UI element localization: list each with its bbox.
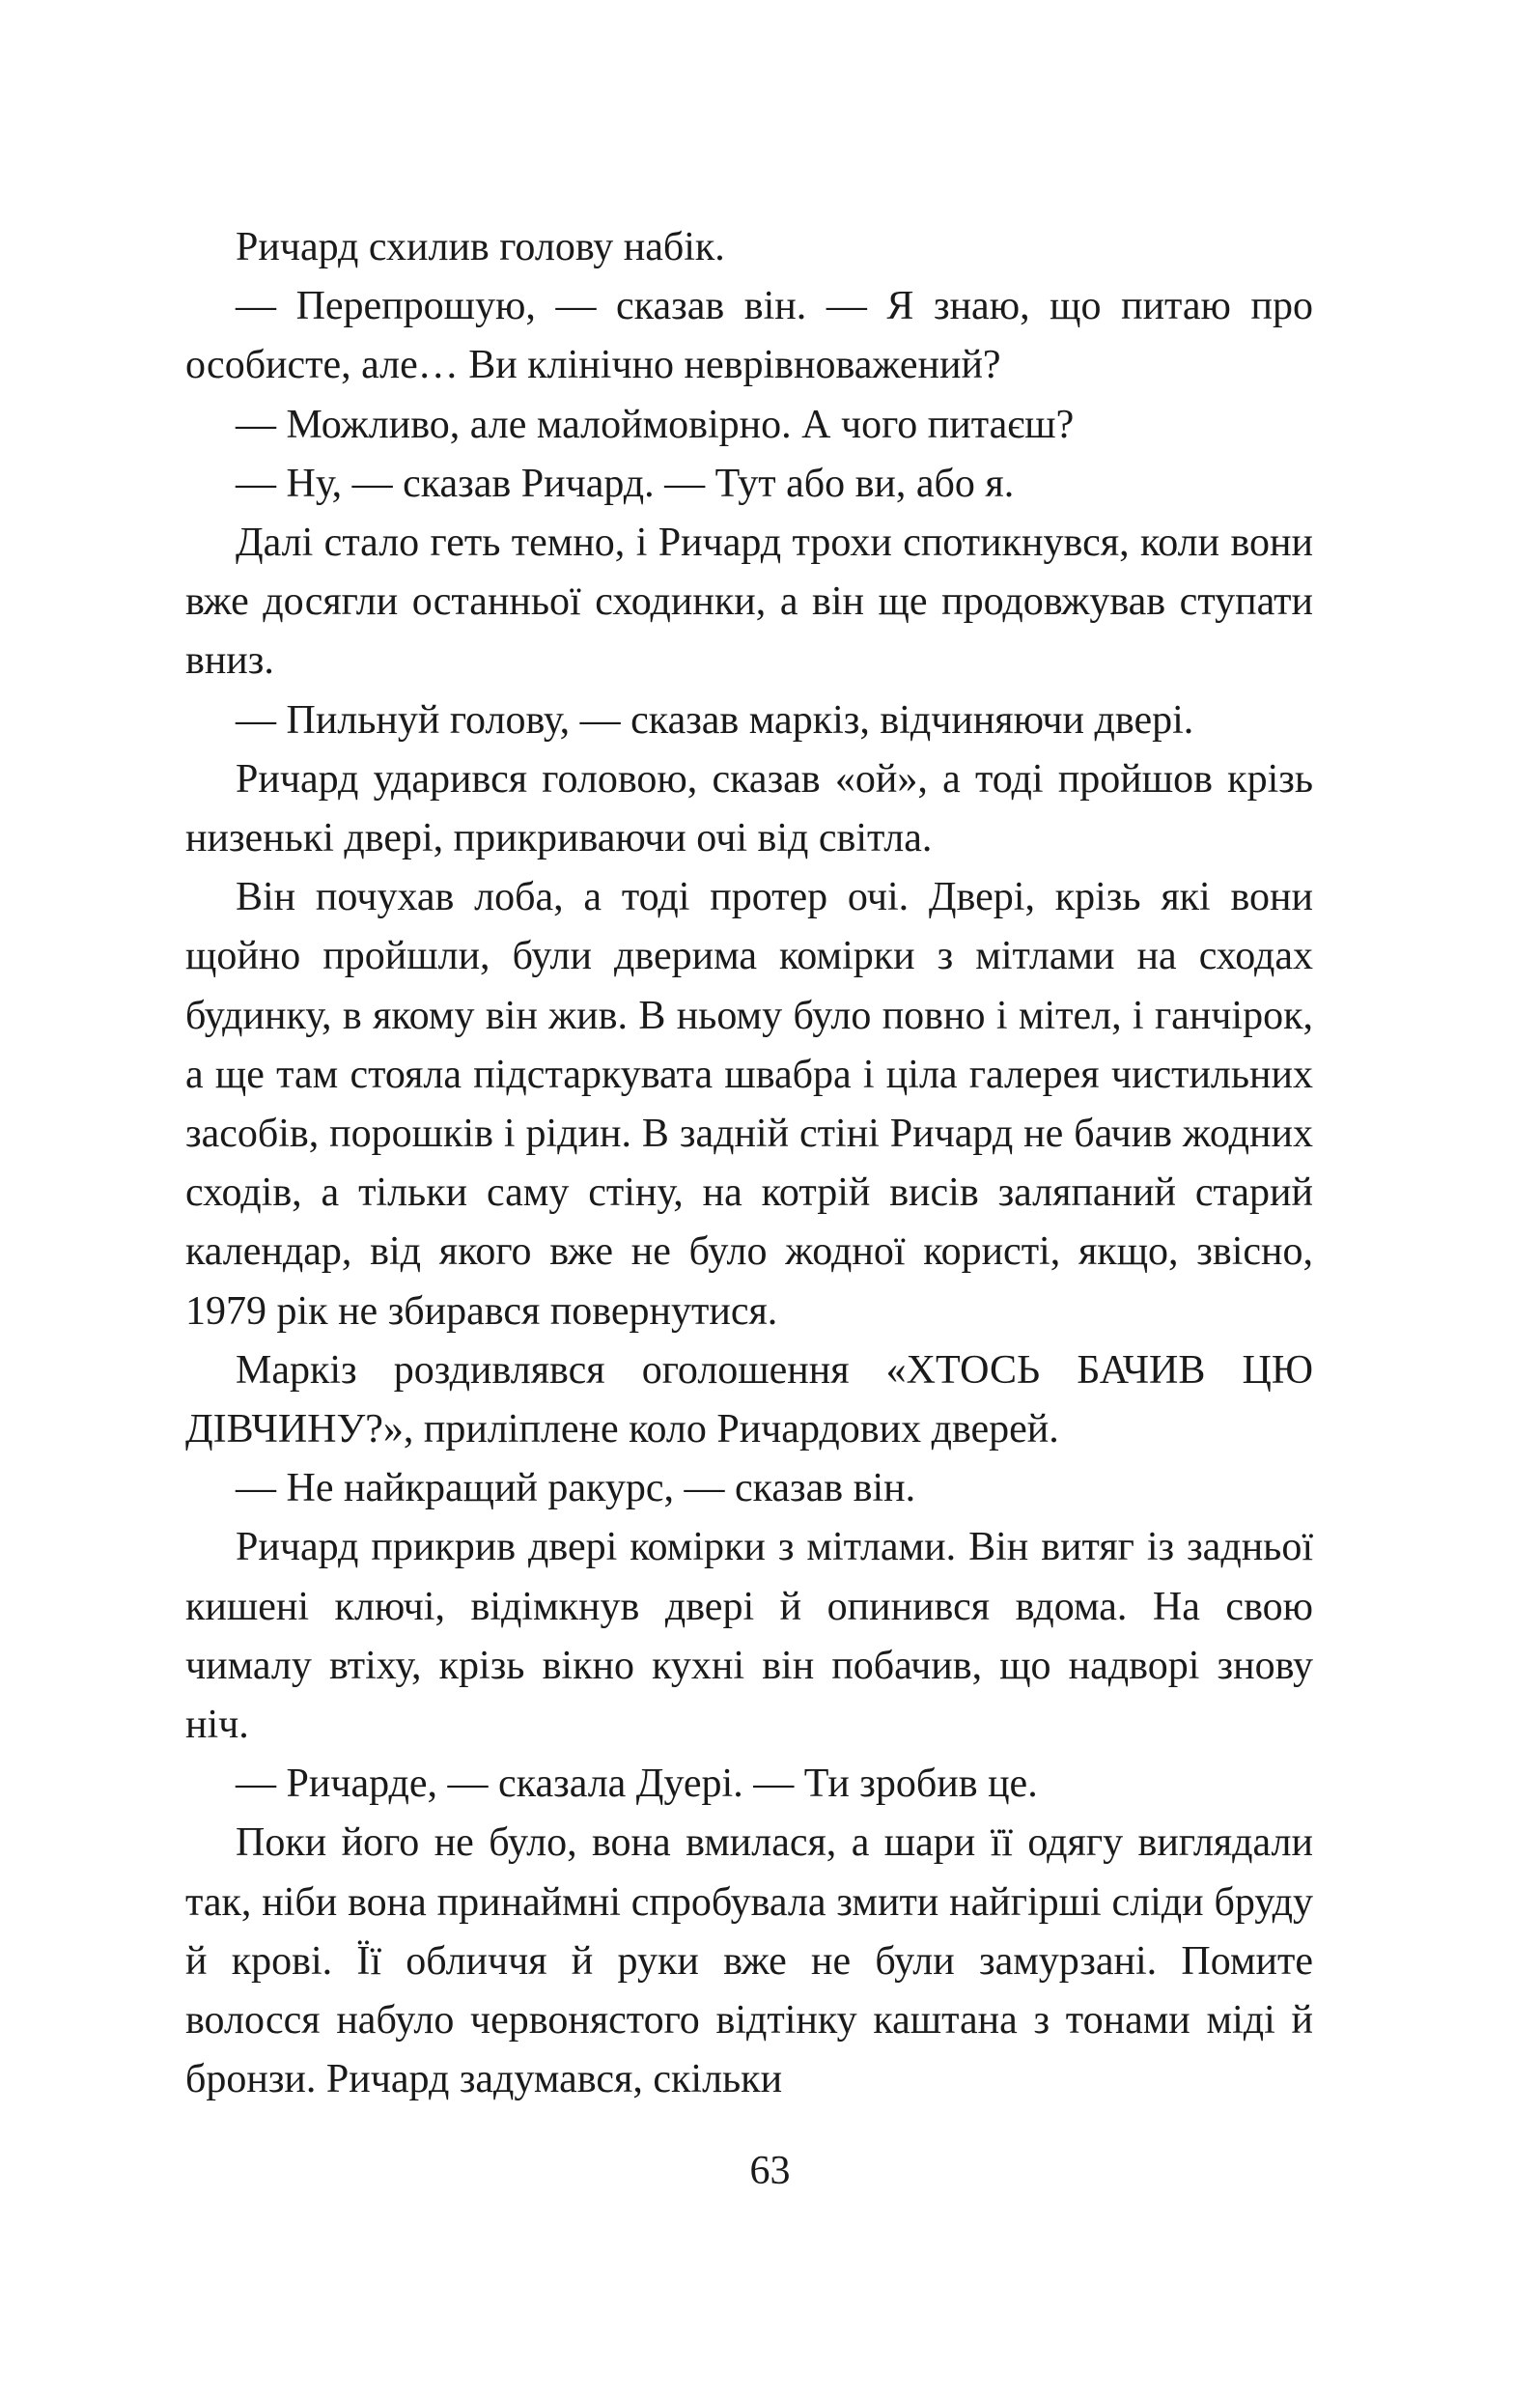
page-text bbox=[185, 218, 1313, 2110]
paragraph: Далі стало геть темно, і Ричард трохи спотикнувся, коли вони вже досягли останньої сходинки, а він ще продовжував ступати вниз. bbox=[185, 521, 1313, 684]
paragraph: Ричард схилив голову набік. bbox=[236, 225, 725, 269]
paragraph: Ричард ударився головою, сказав «ой», а тоді пройшов крізь низенькі двері, прикриваючи очі від світла. bbox=[185, 756, 1313, 861]
paragraph: — Пильнуй голову, — сказав маркіз, відчиняючи двері. bbox=[236, 697, 1194, 743]
paragraph: — Не найкращий ракурс, — сказав він. bbox=[236, 1466, 916, 1511]
paragraph: — Перепрошую, — сказав він. — Я знаю, що питаю про особисте, але… Ви клінічно неврівноважений? bbox=[185, 284, 1313, 388]
page-number: 63 bbox=[749, 2149, 791, 2193]
paragraph: Поки його не було, вона вмилася, а шари її одягу виглядали так, ніби вона принаймні спробувала змити найгірші сліди бруду й крові. Її обличчя й руки вже не були замурзані. Помите волосся набуло червонястого відтінку каштана з тонами міді й бронзи. Ричард задумався, скільки bbox=[185, 1820, 1313, 2102]
paragraph: Він почухав лоба, а тоді протер очі. Двері, крізь які вони щойно пройшли, були дверима комірки з мітлами на сходах будинку, в якому він жив. В ньому було повно і мітел, і ганчірок, а ще там стояла підстаркувата швабра і ціла галерея чистильних засобів, порошків і рідин. В задній стіні Ричард не бачив жодних сходів, а тільки саму стіну, на котрій висів заляпаний старий календар, від якого вже не було жодної користі, якщо, звісно, 1979 рік не збирався повернутися. bbox=[185, 875, 1313, 1334]
paragraph: Маркіз роздивлявся оголошення «ХТОСЬ БАЧИВ ЦЮ ДІВЧИНУ?», приліплене коло Ричардових дверей. bbox=[185, 1347, 1313, 1452]
paragraph: — Ну, — сказав Ричард. — Тут або ви, або я. bbox=[236, 461, 1015, 506]
paragraph: — Ричарде, — сказала Дуері. — Ти зробив це. bbox=[236, 1762, 1038, 1807]
paragraph: — Можливо, але малоймовірно. А чого питаєш? bbox=[236, 402, 1075, 447]
paragraph: Ричард прикрив двері комірки з мітлами. Він витяг із задньої кишені ключі, відімкнув двері й опинився вдома. На свою чималу втіху, крізь вікно кухні він побачив, що надворі знову ніч. bbox=[185, 1525, 1313, 1748]
